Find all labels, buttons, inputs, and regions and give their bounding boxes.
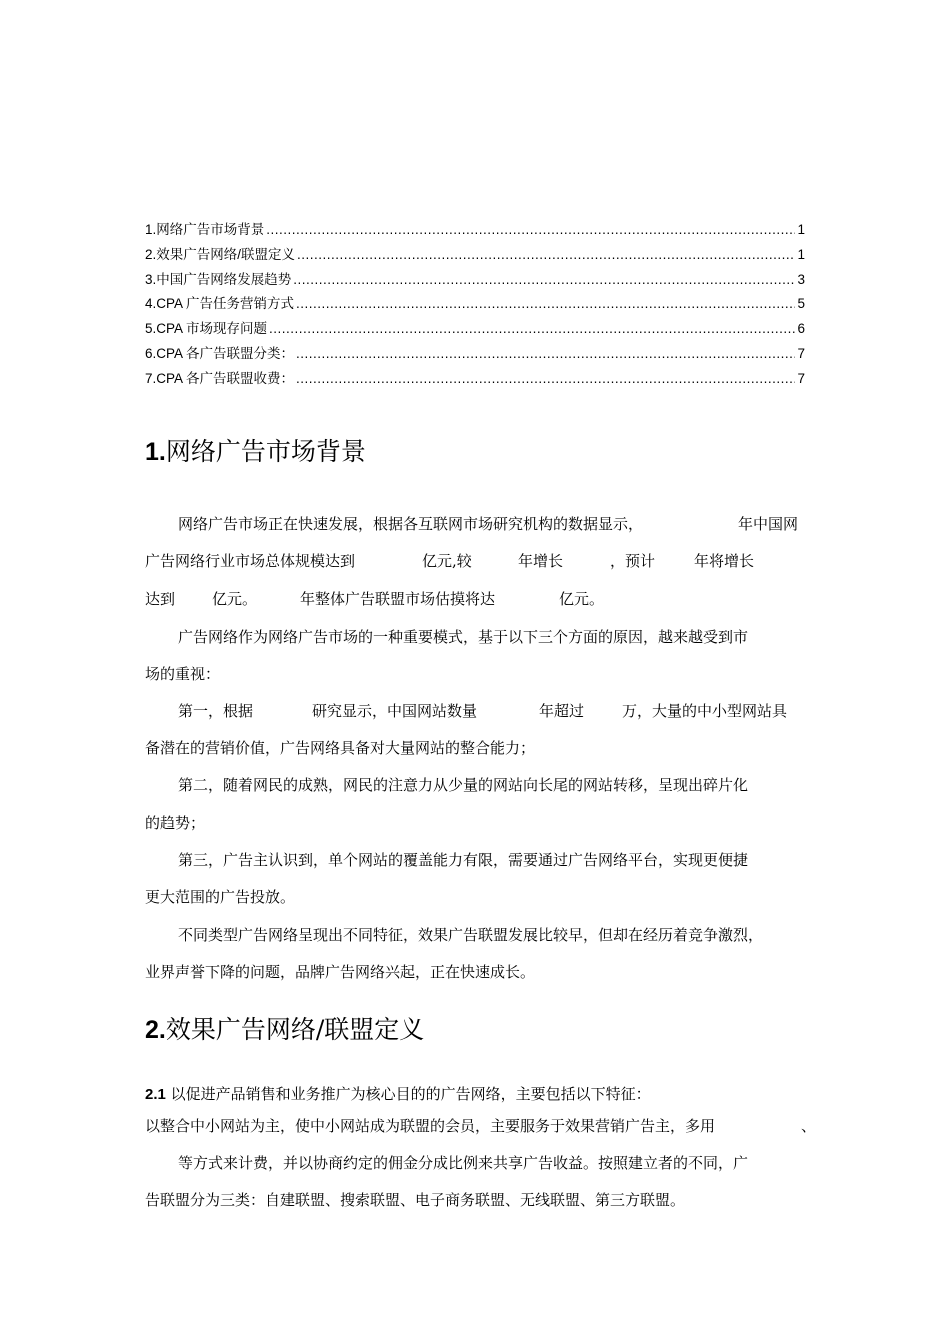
toc-entry-page: 7 [797,345,805,361]
text-segment: 年增长 [518,552,564,570]
toc-entry-label: 1.网络广告市场背景 [145,222,265,237]
paragraph-line: 第二，随着网民的成熟，网民的注意力从少量的网站向长尾的网站转移，呈现出碎片化 [178,776,749,794]
toc-entry-label: 6.CPA 各广告联盟分类： [145,345,295,361]
subsection-number: 2.1 [145,1086,166,1103]
toc-leader-dots [296,292,795,317]
text-segment: 第一，根据 [178,702,254,720]
paragraph-line: 不同类型广告网络呈现出不同特征，效果广告联盟发展比较早，但却在经历着竞争激烈， [178,926,764,944]
toc-entry-label: 4.CPA 广告任务营销方式 [145,296,295,312]
subsection-text: 以促进产品销售和业务推广为核心目的的广告网络，主要包括以下特征： [170,1085,651,1103]
text-segment: 亿元。 [212,590,258,608]
toc-entry[interactable] [145,342,805,367]
text-segment: 万，大量的中小型网站具 [622,702,788,720]
section-2-number: 2. [145,1016,166,1044]
paragraph-line: 告联盟分为三类：自建联盟、搜索联盟、电子商务联盟、无线联盟、第三方联盟。 [145,1191,686,1209]
toc-leader-dots [297,243,795,268]
paragraph-line [145,1116,817,1136]
section-2-heading [145,1014,424,1046]
toc-entry[interactable] [145,367,805,392]
text-segment: 达到 [145,590,176,608]
text-segment: 以整合中小网站为主，使中小网站成为联盟的会员，主要服务于效果营销广告主，多用 [145,1117,716,1135]
section-1-heading [145,436,366,468]
paragraph-line: 广告网络作为网络广告市场的一种重要模式，基于以下三个方面的原因，越来越受到市 [178,628,749,646]
toc-leader-dots [269,317,795,342]
paragraph-line [145,514,805,534]
table-of-contents [145,218,805,392]
toc-entry[interactable] [145,218,805,243]
paragraph-line: 等方式来计费，并以协商约定的佣金分成比例来共享广告收益。按照建立者的不同，广 [178,1154,749,1172]
text-segment: 亿元。 [559,590,605,608]
text-segment: 年超过 [539,702,585,720]
text-segment: 研究显示，中国网站数量 [312,702,478,720]
text-segment: 年中国网 [738,515,799,533]
toc-entry-page: 3 [797,271,805,287]
toc-entry-page: 6 [797,321,805,337]
paragraph-line [145,551,805,571]
toc-entry-label: 7.CPA 各广告联盟收费： [145,370,295,386]
section-1-number: 1. [145,438,166,466]
paragraph-line [145,589,805,609]
toc-entry-label: 5.CPA 市场现存问题 [145,321,268,337]
text-segment: ，预计 [610,552,656,570]
paragraph-line: 业界声誉下降的问题，品牌广告网络兴起，正在快速成长。 [145,963,536,981]
toc-entry-page: 1 [797,222,805,237]
text-segment: 年将增长 [694,552,755,570]
text-segment: 、 [801,1117,817,1135]
toc-entry[interactable] [145,268,805,293]
section-2-title: 效果广告网络/联盟定义 [165,1015,425,1044]
toc-leader-dots [293,268,795,293]
toc-entry-page: 7 [797,370,805,386]
subsection-2-1 [145,1084,651,1105]
paragraph-line: 更大范围的广告投放。 [145,888,296,906]
toc-leader-dots [266,218,795,243]
text-segment: 年整体广告联盟市场估摸将达 [300,590,496,608]
text-segment: 广告网络行业市场总体规模达到 [145,552,356,570]
paragraph-line: 场的重视： [145,665,221,683]
paragraph-line: 的趋势； [145,814,206,832]
section-1-title: 网络广告市场背景 [165,437,366,466]
toc-entry-page: 1 [797,246,805,262]
toc-entry-label: 3.中国广告网络发展趋势 [145,271,292,287]
paragraph-line: 备潜在的营销价值，广告网络具备对大量网站的整合能力； [145,739,536,757]
toc-entry-label: 2.效果广告网络/联盟定义 [145,246,296,262]
toc-leader-dots [296,342,795,367]
text-segment: 网络广告市场正在快速发展，根据各互联网市场研究机构的数据显示， [178,515,644,533]
toc-entry[interactable] [145,292,805,317]
toc-entry-page: 5 [797,296,805,312]
paragraph-line: 第三，广告主认识到，单个网站的覆盖能力有限，需要通过广告网络平台，实现更便捷 [178,851,749,869]
toc-leader-dots [296,367,795,392]
paragraph-line [145,701,805,721]
toc-entry[interactable] [145,317,805,342]
text-segment: 亿元,较 [422,552,472,570]
toc-entry[interactable] [145,243,805,268]
